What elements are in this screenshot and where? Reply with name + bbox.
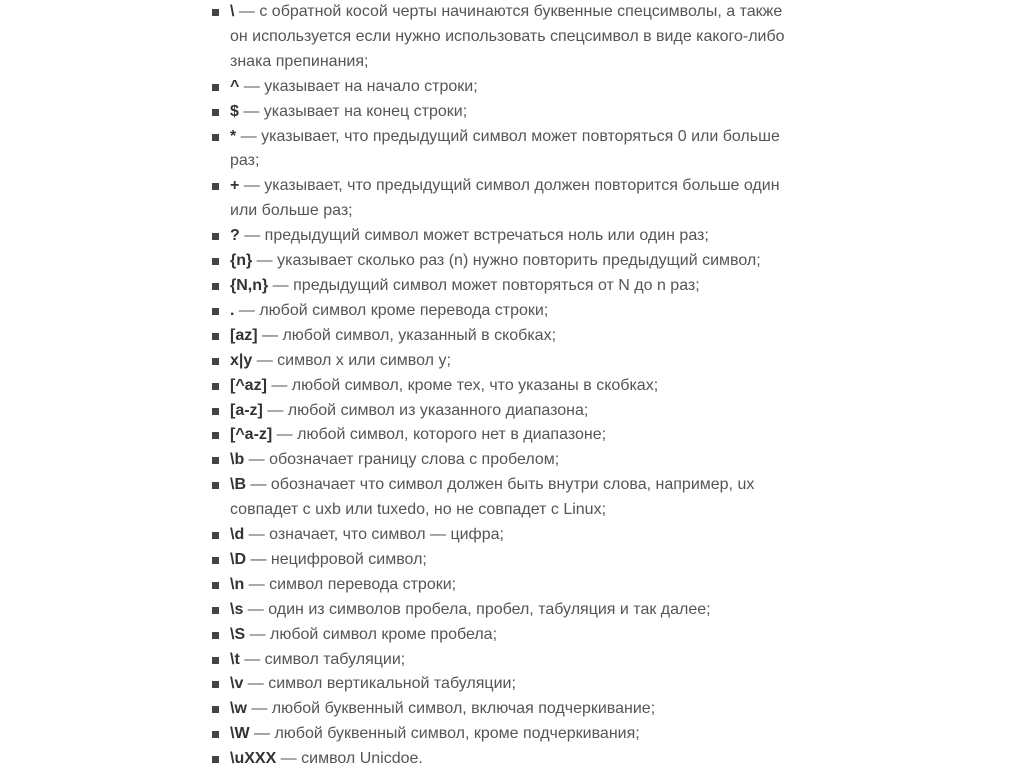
token-description: — любой символ из указанного диапазона; [262,401,589,419]
token-description: он используется если нужно использовать спецсимвол в виде какого-либо [230,27,785,45]
token-description: — предыдущий символ может встречаться ноль или один раз; [239,227,709,245]
list-item [212,573,785,598]
regex-token: \D [230,550,246,568]
square-bullet-icon [212,482,219,489]
token-description: или больше раз; [230,202,353,220]
regex-token: \W [230,725,250,743]
square-bullet-icon [212,84,219,91]
list-item [212,598,785,623]
list-item [212,174,785,224]
token-description: раз; [230,152,260,170]
square-bullet-icon [212,532,219,539]
regex-token: {N,n} [230,276,269,294]
square-bullet-icon [212,657,219,664]
token-description: — любой символ, кроме тех, что указаны в скобках; [266,376,659,394]
square-bullet-icon [212,308,219,315]
token-description: — указывает, что предыдущий символ должен повторится больше один [239,177,780,195]
list-item [212,523,785,548]
token-description: — любой буквенный символ, включая подчеркивание; [246,700,656,718]
token-description: — предыдущий символ может повторяться от N до n раз; [268,276,700,294]
list-item [212,623,785,648]
regex-token: \v [230,675,244,693]
list-item [212,672,785,697]
square-bullet-icon [212,582,219,589]
list-item [212,75,785,100]
square-bullet-icon [212,9,219,16]
regex-token: \B [230,476,246,494]
list-item [212,722,785,747]
square-bullet-icon [212,457,219,464]
square-bullet-icon [212,283,219,290]
square-bullet-icon [212,358,219,365]
list-item [212,349,785,374]
regex-token: $ [230,102,239,120]
token-description: — любой символ кроме пробела; [245,625,498,643]
regex-token: * [230,127,237,145]
square-bullet-icon [212,756,219,763]
regex-token: [^az] [230,376,267,394]
token-description: — любой символ, которого нет в диапазоне; [272,426,607,444]
list-item [212,274,785,299]
list-item [212,423,785,448]
square-bullet-icon [212,233,219,240]
square-bullet-icon [212,109,219,116]
regex-token: + [230,177,240,195]
regex-token: ^ [230,77,240,95]
square-bullet-icon [212,632,219,639]
list-item [212,399,785,424]
square-bullet-icon [212,607,219,614]
square-bullet-icon [212,557,219,564]
token-description: — обозначает границу слова с пробелом; [244,451,560,469]
token-description: — указывает на начало строки; [239,77,478,95]
list-item [212,224,785,249]
list-item [212,100,785,125]
list-item [212,548,785,573]
regex-token: \b [230,451,245,469]
regex-token: [a-z] [230,401,263,419]
regex-token: ? [230,227,240,245]
regex-token: \w [230,700,247,718]
square-bullet-icon [212,258,219,265]
regex-special-characters-list [212,0,785,772]
token-description: — обозначает что символ должен быть внутри слова, например, ux [246,476,755,494]
token-description: — указывает, что предыдущий символ может повторяться 0 или больше [236,127,780,145]
regex-token: {n} [230,252,253,270]
token-description: — нецифровой символ; [246,550,427,568]
regex-token: \t [230,650,240,668]
square-bullet-icon [212,183,219,190]
list-item [212,324,785,349]
token-description: — символ x или символ y; [252,351,451,369]
regex-token: x|y [230,351,253,369]
token-description: знака препинания; [230,52,369,70]
token-description: — означает, что символ — цифра; [244,526,504,544]
list-item [212,299,785,324]
token-description: — указывает сколько раз (n) нужно повторить предыдущий символ; [252,252,761,270]
token-description: совпадет с uxb или tuxedo, но не совпадет с Linux; [230,501,607,519]
list-item [212,249,785,274]
token-description: — символ перевода строки; [244,575,457,593]
square-bullet-icon [212,681,219,688]
regex-token: \d [230,526,245,544]
token-description: — символ табуляции; [239,650,406,668]
list-item [212,125,785,175]
regex-token: [^a-z] [230,426,273,444]
token-description: — указывает на конец строки; [238,102,468,120]
list-item [212,747,785,772]
square-bullet-icon [212,408,219,415]
list-item [212,0,785,75]
regex-token: . [230,301,235,319]
token-description: — один из символов пробела, пробел, табуляция и так далее; [243,600,711,618]
square-bullet-icon [212,731,219,738]
square-bullet-icon [212,383,219,390]
regex-token: \s [230,600,244,618]
token-description: — символ Unicdoe. [276,750,423,768]
square-bullet-icon [212,134,219,141]
square-bullet-icon [212,432,219,439]
square-bullet-icon [212,706,219,713]
regex-token: \n [230,575,245,593]
token-description: — символ вертикальной табуляции; [243,675,516,693]
regex-token: \ [230,3,235,20]
token-description: — любой символ, указанный в скобках; [257,326,557,344]
list-item [212,648,785,673]
square-bullet-icon [212,333,219,340]
list-item [212,374,785,399]
list-item [212,448,785,473]
token-description: — с обратной косой черты начинаются буквенные спецсимволы, а также [234,3,783,20]
list-item [212,697,785,722]
token-description: — любой буквенный символ, кроме подчеркивания; [249,725,640,743]
regex-token: \S [230,625,246,643]
regex-token: [az] [230,326,258,344]
regex-token: \uXXX [230,750,277,768]
token-description: — любой символ кроме перевода строки; [234,301,549,319]
list-item [212,473,785,523]
